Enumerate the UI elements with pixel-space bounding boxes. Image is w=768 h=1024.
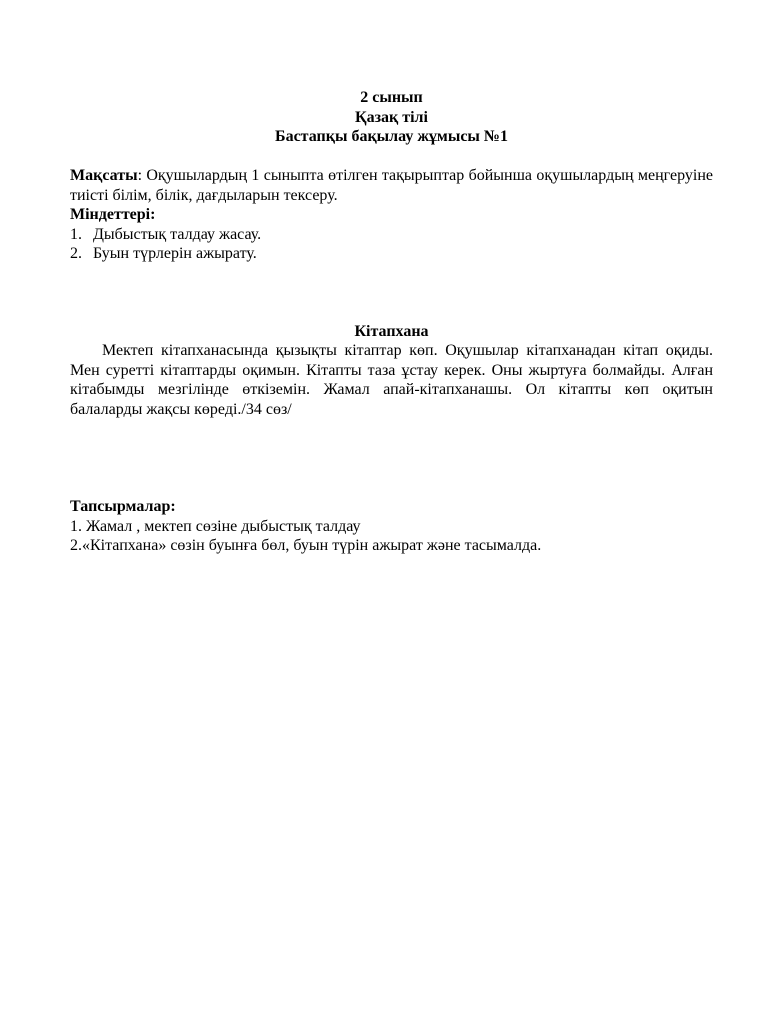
subject-heading: Қазақ тілі [355,108,428,126]
reading-text-section [70,322,713,420]
assignments-label: Тапсырмалар: [70,498,176,515]
assignments-section [70,497,713,556]
assignment-item: 1. Жамал , мектеп сөзіне дыбыстық талдау [70,517,361,535]
reading-text-title: Кітапхана [354,322,429,340]
task-number: 2. [70,245,82,262]
task-text: Дыбыстық талдау жасау. [93,225,262,243]
task-text: Буын түрлерін ажырату. [93,245,257,262]
document-page [70,88,713,556]
grade-heading: 2 сынып [360,89,423,106]
task-item [70,244,713,264]
purpose-text: : Оқушылардың 1 сыныпта өтілген тақырыптар бойынша оқушылардың меңгеруіне тиісті білім, білік, дағдыларын тексеру. [70,167,713,204]
purpose-paragraph [70,166,713,205]
blank-space [70,419,713,497]
task-item [70,225,713,245]
purpose-label: Мақсаты [70,167,138,184]
reading-text-body: Мектеп кітапханасында қызықты кітаптар көп. Оқушылар кітапханадан кітап оқиды. Мен суретті кітаптарды оқимын. Кітапты таза ұстау керек. Оны жыртуға болмайды. Алған кітабымды мезгілінде өткіземін. Жамал апай-кітапханашы. Ол кітапты көп оқитын балаларды жақсы көреді./34 сөз/ [70,342,713,418]
document-header [70,88,713,147]
tasks-section [70,205,713,264]
blank-space [70,264,713,322]
work-title-heading: Бастапқы бақылау жұмысы №1 [275,128,508,145]
task-number: 1. [70,225,82,243]
tasks-label: Міндеттері: [70,206,156,223]
assignment-item: 2.«Кітапхана» сөзін буынға бөл, буын түрін ажырат және тасымалда. [70,537,542,554]
